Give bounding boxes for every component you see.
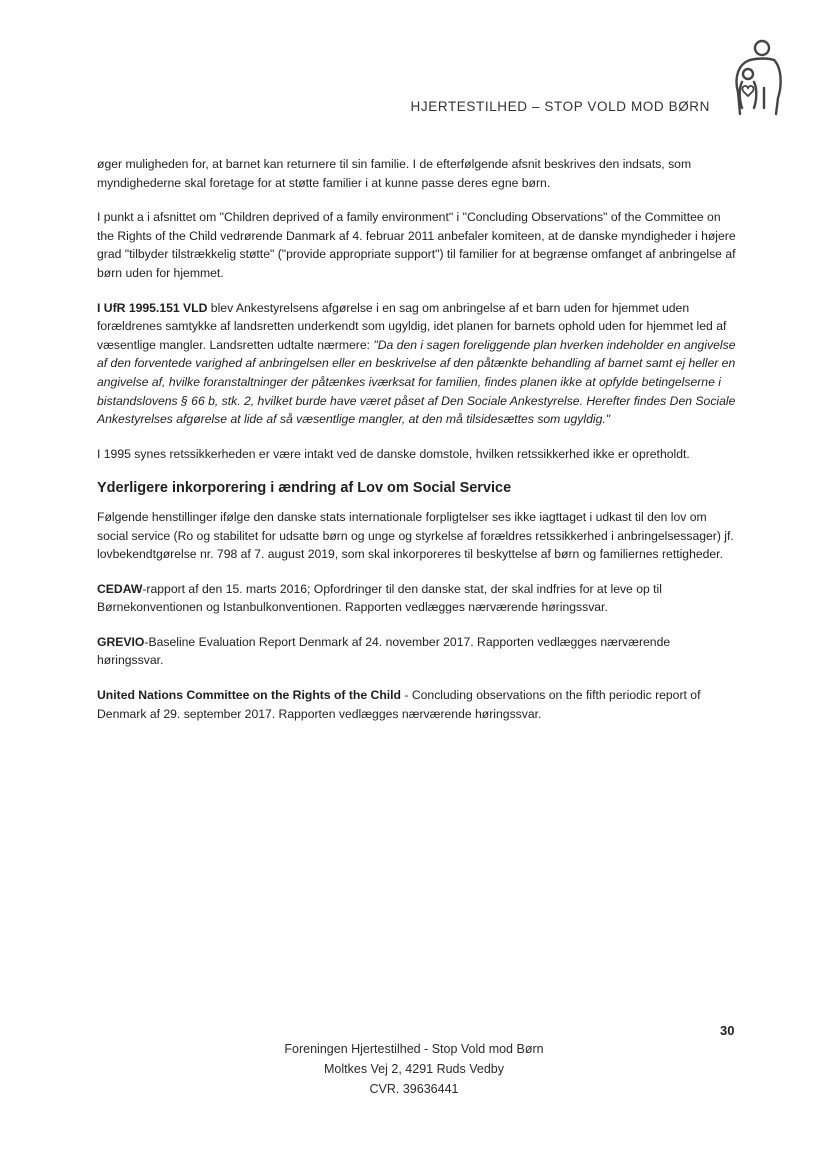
paragraph: Følgende henstillinger ifølge den danske stats internationale forpligtelser ses ikke iagttaget i udkast til den lov om social service (Ro og stabilitet for udsatte børn og unge og styrkelse af forældres retssikkerhed i anbringelsessager) jf. lovbekendtgørelse nr. 798 af 7. august 2019, som skal inkorporeres til beskyttelse af børn og familiernes rettigheder.	[97, 509, 734, 562]
section-heading: Yderligere inkorporering i ændring af Lov om Social Service	[97, 480, 512, 497]
mother-child-heart-logo-icon	[728, 38, 784, 120]
footer-address: Moltkes Vej 2, 4291 Ruds Vedby	[324, 1062, 504, 1076]
report-name: CEDAW	[97, 581, 143, 596]
paragraph: I 1995 synes retssikkerheden er være intakt ved de danske domstole, hvilken retssikkerhed ikke er opretholdt.	[97, 446, 690, 461]
footer-cvr: CVR. 39636441	[369, 1082, 459, 1096]
paragraph: I punkt a i afsnittet om "Children deprived of a family environment" i "Concluding Observations" of the Committee on the Rights of the Child vedrørende Danmark af 4. februar 2011 anbefaler komiteen, at de danske myndigheder i højere grad "tilbyder tilstrækkelig støtte" ("provide appropriate support") til familier for at begrænse omfanget af anbringelse af børn uden for hjemmet.	[97, 210, 736, 280]
paragraph	[97, 580, 737, 617]
footer	[0, 1039, 828, 1099]
paragraph	[97, 686, 737, 723]
paragraph-text: -rapport af den 15. marts 2016; Opfordringer til den danske stat, der skal indfries for at leve op til Børnekonventionen og Istanbulkonventionen. Rapporten vedlægges nærværende høringssvar.	[97, 581, 662, 615]
paragraph: øger muligheden for, at barnet kan returnere til sin familie. I de efterfølgende afsnit beskrives den indsats, som myndighederne skal foretage for at støtte familier i at kunne passe deres egne børn.	[97, 157, 692, 190]
case-reference: I UfR 1995.151 VLD	[97, 300, 208, 315]
paragraph-text: - Concluding observations on the fifth periodic report of Denmark af 29. september 2017. Rapporten vedlægges nærværende høringssvar.	[97, 688, 701, 721]
paragraph-text: -Baseline Evaluation Report Denmark af 24. november 2017. Rapporten vedlægges nærværende høringssvar.	[97, 634, 671, 668]
footer-organization: Foreningen Hjertestilhed - Stop Vold mod Børn	[284, 1042, 544, 1056]
page-number: 30	[720, 1023, 735, 1038]
court-quote: "Da den i sagen foreliggende plan hverken indeholder en angivelse af den forventede varighed af anbringelsen eller en beskrivelse af den påtænkte behandling af barnet samt ej heller en angivelse af, hvilke foranstaltninger der påtænkes iværksat for familien, findes planen ikke at opfylde betingelserne i bistandslovens § 66 b, stk. 2, hvilket burde have været påset af Den Sociale Ankestyrelse. Herefter findes Den Sociale Ankestyrelses afgørelse at lide af så væsentlige mangler, at den må tilsidesættes som ugyldig."	[97, 337, 736, 427]
document-body	[97, 155, 737, 739]
report-name: GREVIO	[97, 634, 145, 649]
header-title: HJERTESTILHED – STOP VOLD MOD BØRN	[410, 99, 710, 114]
paragraph	[97, 633, 737, 670]
paragraph-text: blev Ankestyrelsens afgørelse i en sag om anbringelse af et barn uden for hjemmet uden forældrenes samtykke af landsretten underkendt som ugyldig, idet planen for barnets ophold uden for hjemmet led af væsentlige mangler. Landsretten udtalte nærmere:	[97, 300, 727, 352]
paragraph	[97, 299, 737, 429]
report-name: United Nations Committee on the Rights of the Child	[97, 688, 402, 703]
